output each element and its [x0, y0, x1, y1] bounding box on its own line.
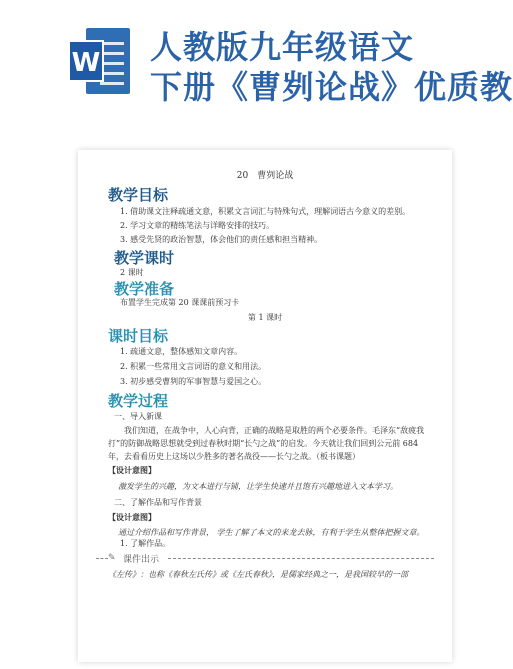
period-goal-item: 1. 疏通文意，整体感知文章内容。 [120, 347, 243, 356]
step-2-item: 1. 了解作品。 [120, 539, 171, 548]
courseware-tip-label: 课件出示 [120, 552, 162, 565]
lesson-title: 20 曹刿论战 [236, 171, 294, 181]
period-goals-heading: 课时目标 [108, 327, 169, 345]
design-intent-text: 通过介绍作品和写作背景， 学生了解了本文的来龙去脉，有利于学生从整体把握文章。 [118, 528, 425, 537]
prep-heading: 教学准备 [114, 280, 175, 298]
period-label: 第 1 课时 [247, 313, 283, 322]
step-2-label: 二、了解作品和写作背景 [114, 498, 202, 507]
design-intent-text: 激发学生的兴趣，为文本进行与铺，让学生快速并且饱有兴趣地进入文本学习。 [118, 482, 398, 491]
goal-item: 2. 学习文章的精练笔法与详略安排的技巧。 [120, 221, 275, 230]
banner-title-line-1: 人教版九年级语文 [150, 28, 415, 66]
prep-value: 布置学生完成第 20 课课前预习卡 [120, 298, 240, 307]
design-intent-label: 【设计意图】 [108, 465, 156, 475]
period-goal-item: 2. 积累一些常用文言词语的意义和用法。 [120, 362, 267, 371]
design-intent-label: 【设计意图】 [108, 512, 156, 522]
goal-item: 1. 借助课文注释疏通文意，积累文言词汇与特殊句式，理解词语古今意义的差别。 [120, 207, 411, 216]
goal-item: 3. 感受先贤的政治智慧，体会他们的责任感和担当精神。 [120, 235, 323, 244]
word-icon-letter: W [68, 40, 104, 82]
process-heading: 教学过程 [108, 392, 169, 410]
courseware-tip-bar [96, 551, 434, 565]
hours-heading: 教学课时 [114, 249, 175, 267]
document-page [78, 150, 452, 662]
courseware-note: 《左传》：也称《春秋左氏传》或《左氏春秋》，是儒家经典之一，是我国较早的一部 [108, 570, 408, 579]
word-document-icon [68, 28, 130, 94]
period-goal-item: 3. 初步感受曹刿的军事智慧与爱国之心。 [120, 377, 267, 386]
banner [0, 0, 513, 125]
banner-title-line-2: 下册《曹刿论战》优质教 [150, 68, 513, 106]
goals-heading: 教学目标 [108, 186, 169, 204]
hours-value: 2 课时 [120, 268, 144, 277]
pen-icon: ✎ [108, 553, 116, 563]
intro-paragraph: 我们知道，在战争中，人心向背，正确的战略是取胜的两个必要条件。毛泽东“敌疲我打”的防御战略思想就受到过春秋时期“长勺之战”的启发。今天就让我们回到公元前 684 年，去看看历史上这场以少胜多的著名战役——长勺之战。（板书课题） [108, 426, 425, 461]
step-1-label: 一、导入新课 [114, 412, 162, 421]
